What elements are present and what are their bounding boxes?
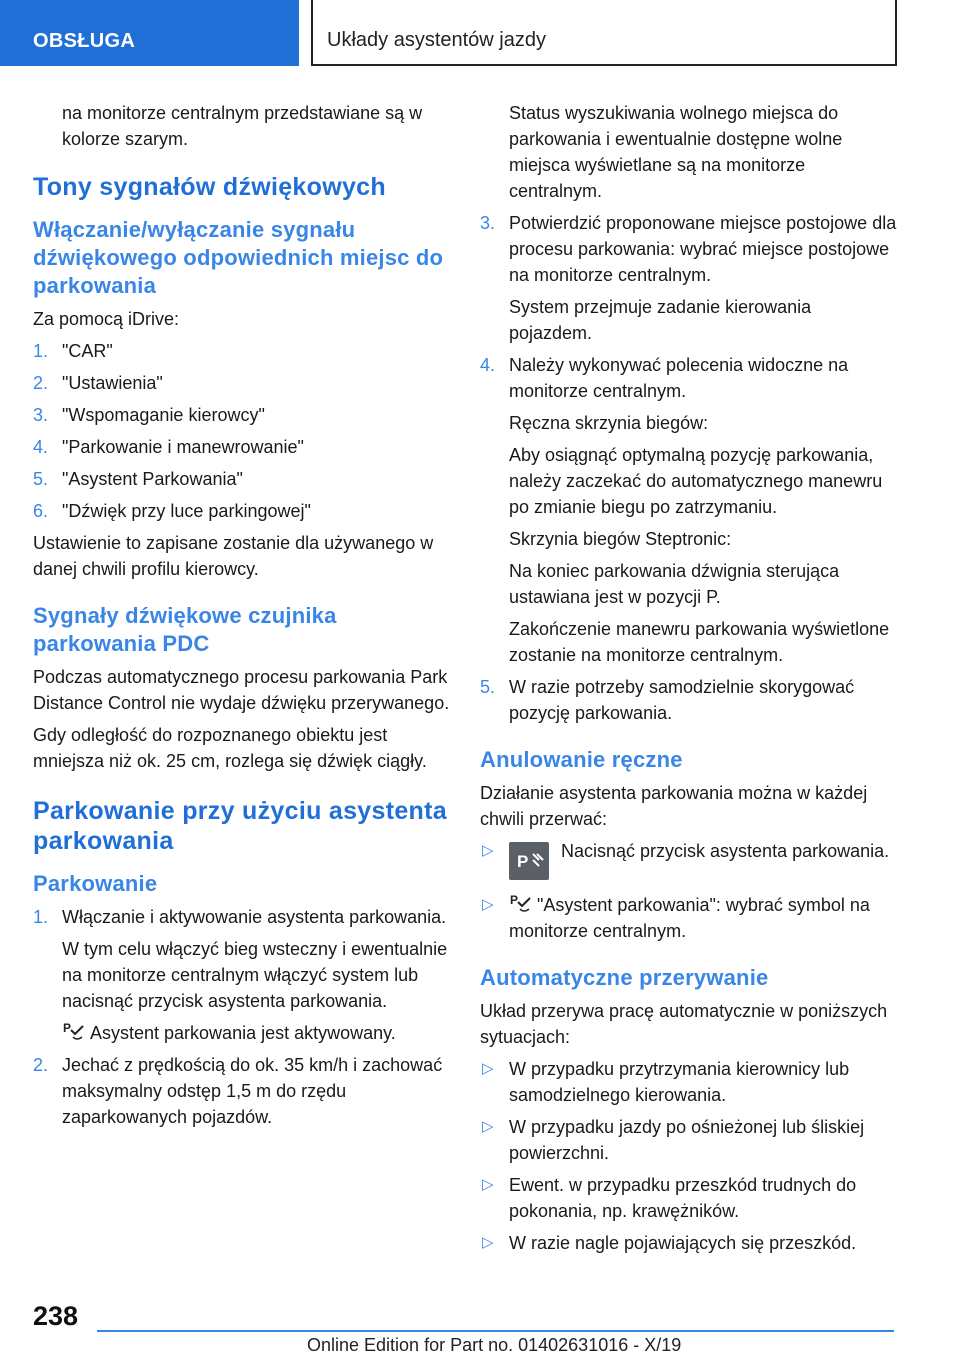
bullet-triangle-icon: ▷ (482, 1060, 494, 1077)
step-3-detail: System przejmuje zadanie kierowania pojazdem. (509, 297, 812, 343)
bullet-triangle-icon: ▷ (482, 1176, 494, 1193)
step-1-detail: W tym celu włączyć bieg wsteczny i ewentualnie na monitorze centralnym włączyć system lub nacisnąć przycisk asystenta parkowania. (62, 939, 448, 1011)
heading-parking-assistant: Parkowanie przy użyciu asystenta parkowania (33, 797, 447, 855)
intro-text: na monitorze centralnym przedstawiane są w kolorze szarym. (62, 103, 423, 149)
footer-edition: Online Edition for Part no. 01402631016 - X/19 (307, 1335, 682, 1355)
parking-assistant-icon (509, 892, 533, 914)
list-item: 3. "Wspomaganie kierowcy" (33, 405, 265, 425)
heading-auto-interrupt: Automatyczne przerywanie (480, 965, 769, 990)
list-item: 4. Należy wykonywać polecenia widoczne na monitorze centralnym. (480, 355, 849, 401)
svg-text:P: P (510, 893, 519, 907)
svg-text:P: P (63, 1021, 72, 1035)
step-1-active: P Asystent parkowania jest aktywowany. (63, 1021, 396, 1043)
right-column (480, 100, 898, 1262)
list-item: 3. Potwierdzić proponowane miejsce postojowe dla procesu parkowania: wybrać miejsce postojowe na monitorze centralnym. (480, 213, 897, 285)
bullet-triangle-icon: ▷ (482, 1234, 494, 1251)
list-item: 6. "Dźwięk przy luce parkingowej" (33, 501, 311, 521)
pdc-text-1: Podczas automatycznego procesu parkowania Park Distance Control nie wydaje dźwięku przerywanego. (33, 667, 450, 713)
heading-pdc: Sygnały dźwiękowe czujnika parkowania PDC (33, 603, 337, 656)
search-status-text: Status wyszukiwania wolnego miejsca do parkowania i ewentualnie dostępne wolne miejsca wyświetlane są na monitorze centralnym. (509, 103, 843, 201)
list-item: ▷ P Nacisnąć przycisk asystenta parkowania. (480, 838, 898, 886)
chapter-title: Układy asystentów jazdy (327, 29, 546, 51)
heading-parking: Parkowanie (33, 871, 158, 896)
list-item: 1. "CAR" (33, 341, 113, 361)
heading-toggle-signal: Włączanie/wyłączanie sygnału dźwiękowego odpowiednich miejsc do parkowania (33, 217, 444, 298)
parking-assistant-button-icon: P (509, 842, 549, 880)
manual-gearbox-text: Aby osiągnąć optymalną pozycję parkowania, należy zaczekać do automatycznego manewru po zmianie biegu po zatrzymaniu. (509, 445, 883, 517)
parking-assistant-icon (62, 1020, 86, 1042)
cancel-text: Działanie asystenta parkowania można w każdej chwili przerwać: (480, 783, 868, 829)
manual-gearbox-label: Ręczna skrzynia biegów: (509, 413, 709, 433)
profile-saved-text: Ustawienie to zapisane zostanie dla używanego w danej chwili profilu kierowcy. (33, 533, 434, 579)
auto-interrupt-text: Układ przerywa pracę automatycznie w poniższych sytuacjach: (480, 1001, 888, 1047)
section-title: OBSŁUGA (33, 30, 136, 52)
list-item: 1. Włączanie i aktywowanie asystenta parkowania. (33, 907, 447, 927)
bullet-triangle-icon: ▷ (482, 1118, 494, 1135)
list-item: 4. "Parkowanie i manewrowanie" (33, 437, 304, 457)
section-tab (0, 0, 299, 66)
steptronic-text: Na koniec parkowania dźwignia sterująca ustawiana jest w pozycji P. (509, 561, 840, 607)
list-item: ▷ P "Asystent parkowania": wybrać symbol na monitorze centralnym. (482, 893, 870, 941)
list-item: 5. "Asystent Parkowania" (33, 469, 243, 489)
idrive-steps-list (33, 338, 451, 524)
heading-manual-cancel: Anulowanie ręczne (480, 747, 683, 772)
list-item: 2. "Ustawienia" (33, 373, 163, 393)
list-item: ▷ Ewent. w przypadku przeszkód trudnych do pokonania, np. krawężników. (480, 1172, 898, 1224)
heading-tones: Tony sygnałów dźwiękowych (33, 173, 386, 201)
bullet-triangle-icon: ▷ (482, 896, 494, 913)
list-item: ▷ W razie nagle pojawiających się przeszkód. (480, 1230, 898, 1256)
chapter-tab (311, 0, 897, 66)
list-item: ▷ W przypadku jazdy po ośnieżonej lub śliskiej powierzchni. (480, 1114, 898, 1166)
page-number: 238 (33, 1301, 79, 1331)
list-item: ▷ W przypadku przytrzymania kierownicy lub samodzielnego kierowania. (480, 1056, 898, 1108)
pdc-text-2: Gdy odległość do rozpoznanego obiektu jest mniejsza niż ok. 25 cm, rozlega się dźwięk ciągły. (33, 725, 427, 771)
idrive-text: Za pomocą iDrive: (33, 309, 180, 329)
bullet-triangle-icon: ▷ (482, 842, 494, 859)
list-item: 5. W razie potrzeby samodzielnie skorygować pozycję parkowania. (480, 677, 855, 723)
left-column (33, 100, 451, 1136)
steptronic-label: Skrzynia biegów Steptronic: (509, 529, 732, 549)
list-item: 2. Jechać z prędkością do ok. 35 km/h i zachować maksymalny odstęp 1,5 m do rzędu zaparkowanych pojazdów. (33, 1055, 443, 1127)
maneuver-end-text: Zakończenie manewru parkowania wyświetlone zostanie na monitorze centralnym. (509, 619, 890, 665)
footer-divider (97, 1330, 894, 1332)
